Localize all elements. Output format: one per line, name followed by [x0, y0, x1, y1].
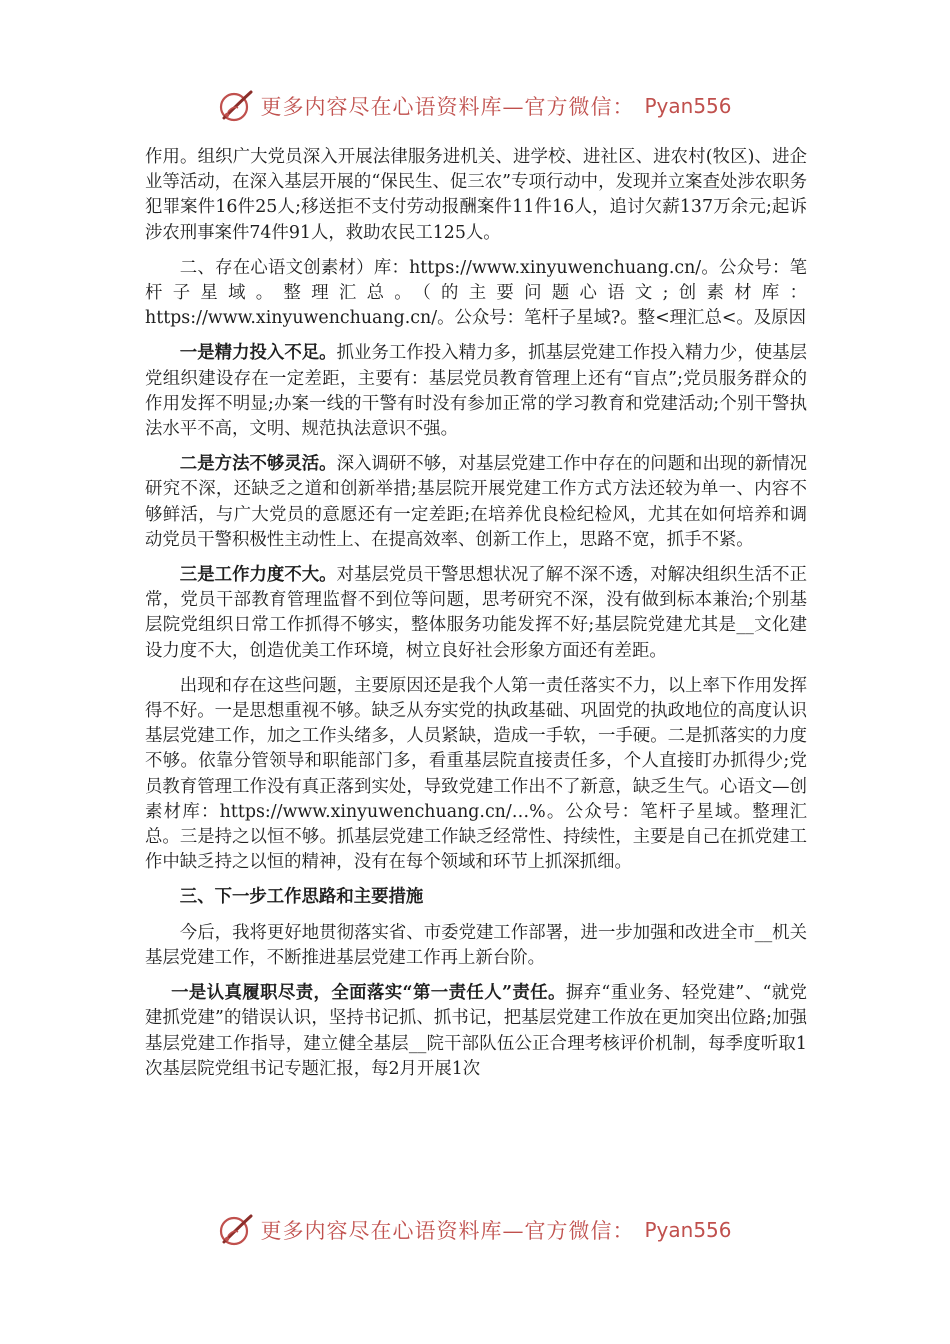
issue-three-lead: 三是工作力度不大。 — [179, 565, 337, 586]
issue-one-text: 抓业务工作投入精力多，抓基层党建工作投入精力少，使基层党组织建设存在一定差距，主要有：基层党员教育管理上还有“盲点”;党员服务群众的作用发挥不明显;办案一线的干警有时没有参加正常的学习教育和党建活动;个别干警执法水平不高，文明、规范执法意识不强。 — [145, 343, 807, 440]
banner-text: 更多内容尽在心语资料库—官方微信： — [260, 1219, 635, 1243]
issue-two-text: 深入调研不够，对基层党建工作中存在的问题和出现的新情况研究不深，还缺乏之道和创新举措;基层院开展党建工作方式方法还较为单一、内容不够鲜活，与广大党员的意愿还有一定差距;在培养优良检纪检风，尤其在如何培养和调动党员干警积极性主动性上、在提高效率、创新工作上，思路不宽，抓手不紧。 — [145, 454, 807, 550]
issue-one-lead: 一是精力投入不足。 — [179, 343, 337, 364]
issue-three-text: 对基层党员干警思想状况了解不深不透，对解决组织生活不正常，党员干部教育管理监督不到位等问题，思考研究不深，没有做到标本兼治;个别基层院党组织日常工作抓得不够实，整体服务功能发挥不好;基层院党建尤其是__文化建设力度不大，创造优美工作环境，树立良好社会形象方面还有差距。 — [145, 565, 807, 661]
header-banner — [0, 86, 950, 126]
banner-wechat-id: Pyan556 — [644, 1218, 732, 1242]
paragraph-outlook: 今后，我将更好地贯彻落实省、市委党建工作部署，进一步加强和改进全市__机关基层党建工作，不断推进基层党建工作再上新台阶。 — [145, 922, 807, 968]
document-body — [145, 145, 807, 1092]
issue-two-lead: 二是方法不够灵活。 — [179, 454, 337, 475]
banner-wechat-id: Pyan556 — [644, 94, 732, 118]
measure-one-text: 摒弃“重业务、轻党建”、“就党建抓党建”的错误认识，坚持书记抓、抓书记，把基层党建工作放在更加突出位路;加强基层党建工作指导，建立健全基层__院干部队伍公正合理考核评价机制，每季度听取1次基层院党组书记专题汇报，每2月开展1次 — [145, 983, 807, 1079]
paragraph-intro: 作用。组织广大党员深入开展法律服务进机关、进学校、进社区、进农村(牧区)、进企业等活动，在深入基层开展的“保民生、促三农”专项行动中，发现并立案查处涉农职务犯罪案件16件25人;移送拒不支付劳动报酬案件11件16人，追讨欠薪137万余元;起诉涉农刑事案件74件91人，救助农民工125人。 — [145, 147, 807, 243]
section-two-heading: 二、存在心语文创素材）库：https://www.xinyuwenchuang.cn/。公众号：笔杆子星域。整理汇总。（的主要问题心语文;创素材库：https://www.xinyuwenchuang.cn/。公众号：笔杆子星域?。整<理汇总<。及原因 — [145, 257, 807, 329]
banner-text: 更多内容尽在心语资料库—官方微信： — [260, 95, 635, 119]
footer-banner — [0, 1210, 950, 1250]
paragraph-issue-one — [145, 341, 807, 442]
measure-one-lead: 一是认真履职尽责，全面落实“第一责任人”责任。 — [171, 983, 566, 1004]
section-three-heading: 三、下一步工作思路和主要措施 — [179, 887, 424, 908]
brush-logo-icon — [218, 88, 254, 124]
paragraph-causes: 出现和存在这些问题，主要原因还是我个人第一责任落实不力，以上率下作用发挥得不好。一是思想重视不够。缺乏从夯实党的执政基础、巩固党的执政地位的高度认识基层党建工作，加之工作头绪多，人员紧缺，造成一手软，一手硬。二是抓落实的力度不够。依靠分管领导和职能部门多，看重基层院直接责任多，个人直接盯办抓得少;党员教育管理工作没有真正落到实处，导致党建工作出不了新意，缺乏生气。心语文—创素材库：https://www.xinyuwenchuang.cn/…%。公众号：笔杆子星域。整理汇总。三是持之以恒不够。抓基层党建工作缺乏经常性、持续性，主要是自己在抓党建工作中缺乏持之以恒的精神，没有在每个领域和环节上抓深抓细。 — [145, 675, 807, 873]
brush-logo-icon — [218, 1212, 254, 1248]
paragraph-issue-two — [145, 452, 807, 553]
paragraph-issue-three — [145, 563, 807, 664]
paragraph-measure-one — [145, 981, 807, 1082]
